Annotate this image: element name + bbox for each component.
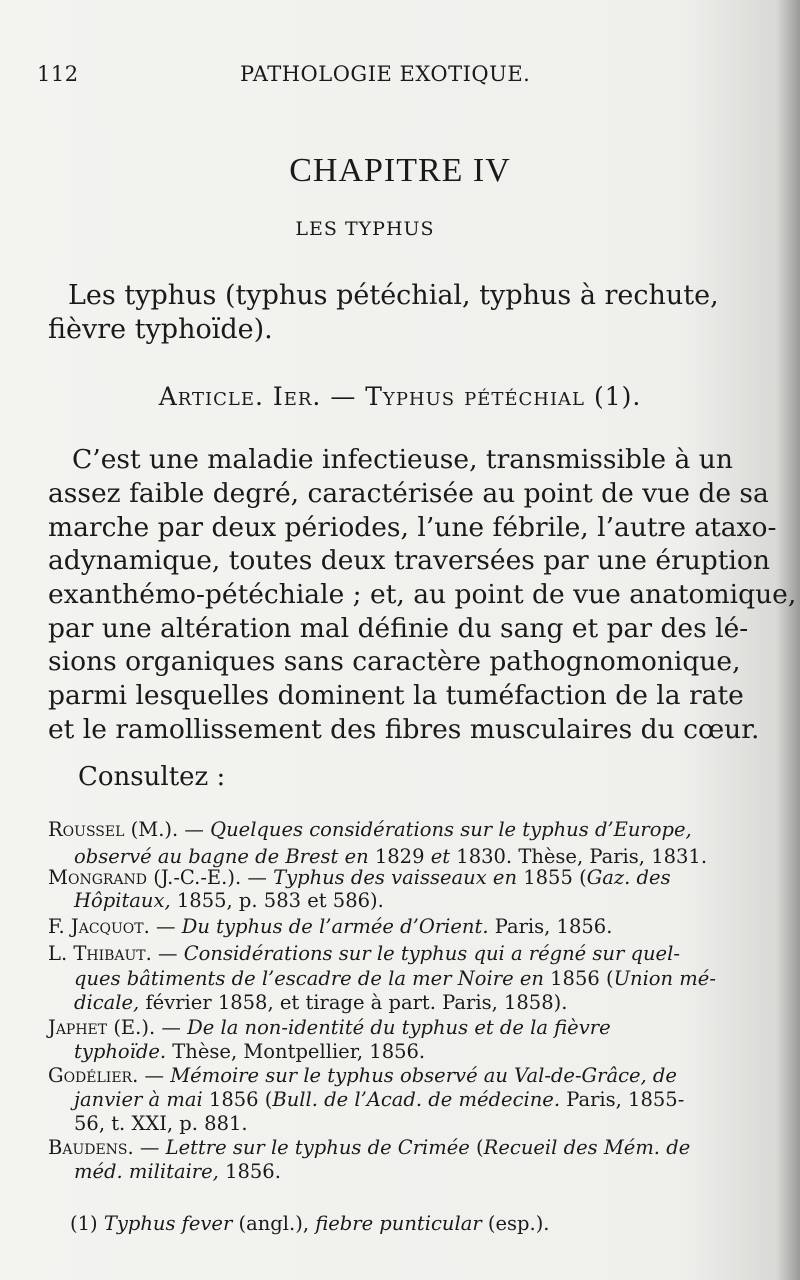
ref-title: Considérations sur le typhus qui a régné sur quel-: [183, 942, 680, 965]
ref-text: . —: [127, 1136, 166, 1159]
paragraph-line: exanthémo-pétéchiale ; et, au point de vue anatomique,: [48, 579, 797, 610]
reference-entry-cont: [74, 967, 716, 990]
paragraph-line: par une altération mal définie du sang et par des lé-: [48, 613, 749, 644]
paragraph-line: C’est une maladie infectieuse, transmissible à un: [72, 444, 733, 475]
author-name: Roussel: [48, 818, 125, 841]
reference-entry: [48, 1064, 703, 1087]
ref-title: Gaz. des: [586, 866, 671, 889]
ref-text: 56, t. XXI, p. 881.: [74, 1112, 248, 1135]
ref-text: Paris, 1855-: [560, 1088, 685, 1111]
footnote-text: (angl.),: [232, 1212, 316, 1235]
paragraph-line: assez faible degré, caractérisée au point de vue de sa: [48, 478, 769, 509]
reference-entry: [48, 915, 703, 938]
ref-text: L.: [48, 942, 74, 965]
running-title: PATHOLOGIE EXOTIQUE.: [240, 62, 531, 86]
ref-title: janvier à mai: [74, 1088, 203, 1111]
reference-entry: [48, 1016, 703, 1039]
ref-title: ques bâtiments de l’escadre de la mer Noire en: [74, 967, 544, 990]
ref-title: dicale,: [74, 991, 140, 1014]
footnote-marker: (1): [70, 1212, 104, 1235]
ref-text: . —: [132, 1064, 171, 1087]
reference-entry-cont: [74, 991, 703, 1014]
ref-text: 1856.: [218, 1160, 281, 1183]
paragraph-line: sions organiques sans caractère pathognomonique,: [48, 646, 741, 677]
chapter-title: CHAPITRE IV: [289, 152, 511, 189]
reference-entry: [48, 818, 703, 841]
reference-entry-cont: [74, 1088, 703, 1111]
author-name: Mongrand: [48, 866, 148, 889]
ref-title: Lettre sur le typhus de Crimée: [165, 1136, 470, 1159]
paragraph-line: et le ramollissement des fibres musculaires du cœur.: [48, 714, 760, 745]
ref-text: (M.). —: [124, 818, 211, 841]
author-name: Japhet: [48, 1016, 108, 1039]
ref-title: et: [430, 845, 451, 868]
ref-text: 1829: [368, 845, 431, 868]
intro-line: fièvre typhoïde).: [48, 314, 273, 345]
ref-title: Recueil des Mém. de: [483, 1136, 691, 1159]
ref-text: . —: [145, 942, 184, 965]
ref-title: Quelques considérations sur le typhus d’Europe,: [210, 818, 692, 841]
page-number: 112: [37, 62, 79, 86]
paragraph-line: adynamique, toutes deux traversées par une éruption: [48, 545, 770, 576]
ref-text: 1856 (: [543, 967, 614, 990]
consult-label: Consultez :: [78, 762, 226, 792]
footnote: [70, 1212, 550, 1235]
article-heading: [0, 382, 800, 411]
ref-text: 1855, p. 583 et 586).: [170, 889, 384, 912]
ref-text: (J.-C.-E.). —: [147, 866, 274, 889]
author-name: Thibaut: [73, 942, 146, 965]
reference-entry-cont: [74, 889, 703, 912]
ref-title: Hôpitaux,: [74, 889, 171, 912]
reference-entry: [48, 866, 703, 889]
paragraph-line: parmi lesquelles dominent la tuméfaction de la rate: [48, 680, 744, 711]
chapter-subtitle: LES TYPHUS: [295, 218, 435, 240]
ref-title: observé au bagne de Brest en: [74, 845, 369, 868]
ref-text: (E.). —: [107, 1016, 188, 1039]
reference-entry-cont: [74, 1160, 703, 1183]
footnote-term: Typhus fever: [103, 1212, 233, 1235]
ref-title: Du typhus de l’armée d’Orient.: [181, 915, 489, 938]
ref-text: février 1858, et tirage à part. Paris, 1858).: [139, 991, 568, 1014]
ref-text: . —: [143, 915, 182, 938]
ref-text: (: [469, 1136, 484, 1159]
reference-entry: [48, 1136, 703, 1159]
ref-title: De la non-identité du typhus et de la fièvre: [187, 1016, 611, 1039]
footnote-text: (esp.).: [481, 1212, 550, 1235]
ref-title: méd. militaire,: [74, 1160, 219, 1183]
intro-line: Les typhus (typhus pétéchial, typhus à rechute,: [68, 280, 719, 311]
reference-entry-cont: [74, 845, 708, 868]
reference-entry-cont: [74, 1112, 703, 1135]
reference-entry: [48, 942, 703, 965]
ref-title: Mémoire sur le typhus observé au Val-de-Grâce, de: [170, 1064, 677, 1087]
paragraph-line: marche par deux périodes, l’une fébrile, l’autre ataxo-: [48, 512, 777, 543]
ref-text: 1856 (: [202, 1088, 273, 1111]
ref-title: Bull. de l’Acad. de médecine.: [272, 1088, 561, 1111]
ref-title: typhoïde.: [74, 1040, 167, 1063]
ref-text: 1830. Thèse, Paris, 1831.: [450, 845, 708, 868]
author-name: Jacquot: [70, 915, 144, 938]
ref-title: Typhus des vaisseaux en: [273, 866, 518, 889]
ref-text: 1855 (: [517, 866, 587, 889]
author-name: Godélier: [48, 1064, 133, 1087]
ref-title: Union mé-: [613, 967, 716, 990]
article-label: Article. Ier. — Typhus pétéchial (1).: [158, 382, 642, 411]
footnote-term: fiebre punticular: [315, 1212, 482, 1235]
ref-text: Thèse, Montpellier, 1856.: [166, 1040, 426, 1063]
ref-text: Paris, 1856.: [488, 915, 613, 938]
reference-entry-cont: [74, 1040, 703, 1063]
ref-text: F.: [48, 915, 71, 938]
author-name: Baudens: [48, 1136, 128, 1159]
